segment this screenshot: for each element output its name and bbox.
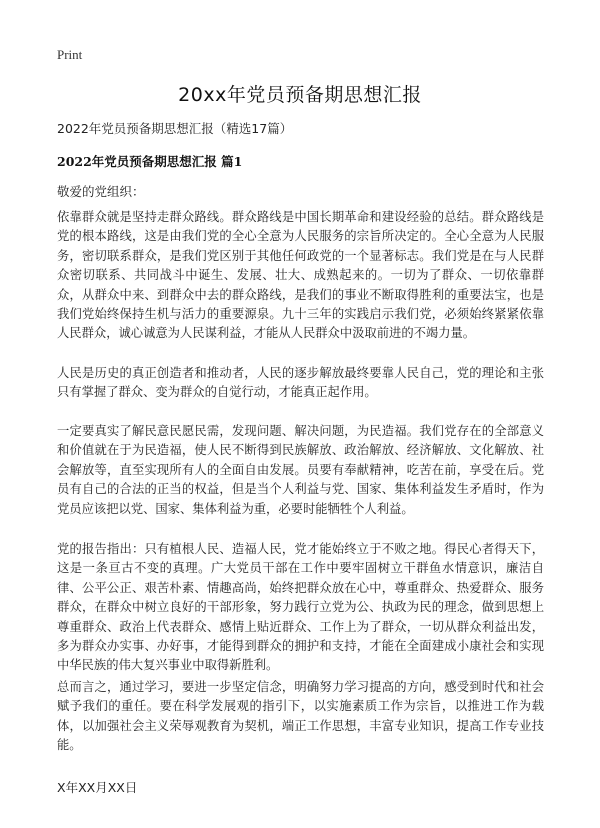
- body-paragraph-5: 总而言之，通过学习，要进一步坚定信念，明确努力学习提高的方向，感受到时代和社会赋予我们的重任。要在科学发展观的指引下，以实施素质工作为宗旨，以推进工作为载体，以加强社会主义荣辱观教育为契机，端正工作思想，丰富专业知识，提高工作专业技能。: [57, 680, 544, 753]
- body-paragraph-1: 依靠群众就是坚持走群众路线。群众路线是中国长期革命和建设经验的总结。群众路线是党的根本路线，这是由我们党的全心全意为人民服务的宗旨所决定的。全心全意为人民服务，密切联系群众，是我们党区别于其他任何政党的一个显著标志。我们党是在与人民群众密切联系、共同战斗中诞生、发展、壮大、成熟起来的。一切为了群众、一切依靠群众，从群众中来、到群众中去的群众路线，是我们的事业不断取得胜利的重要法宝，也是我们党始终保持生机与活力的重要源泉。九十三年的实践启示我们党，必须始终紧紧依靠人民群众，诚心诚意为人民谋利益，才能从人民群众中汲取前进的不竭力量。: [57, 210, 544, 341]
- body-paragraph-4: 党的报告指出：只有植根人民、造福人民，党才能始终立于不败之地。得民心者得天下，这是一条亘古不变的真理。广大党员干部在工作中要牢固树立干群鱼水情意识，廉洁自律、公平公正、艰苦朴素、情趣高尚，始终把群众放在心中，尊重群众、热爱群众、服务群众，在群众中树立良好的干部形象，努力践行立党为公、执政为民的理念，做到思想上尊重群众、政治上代表群众、感情上贴近群众、工作上为了群众，一切从群众利益出发，多为群众办实事、办好事，才能得到群众的拥护和支持，才能在全面建成小康社会和实现中华民族的伟大复兴事业中取得新胜利。: [57, 542, 544, 673]
- body-paragraph-2: 人民是历史的真正创造者和推动者，人民的逐步解放最终要靠人民自己，党的理论和主张只有掌握了群众、变为群众的自觉行动，才能真正起作用。: [57, 366, 544, 400]
- document-subtitle: 2022年党员预备期思想汇报（精选17篇）: [57, 121, 293, 136]
- page-title: 20xx年党员预备期思想汇报: [178, 84, 422, 106]
- print-link[interactable]: Print: [57, 47, 83, 62]
- date-line: X年XX月XX日: [57, 780, 138, 795]
- body-paragraph-3: 一定要真实了解民意民愿民需，发现问题、解决问题，为民造福。我们党存在的全部意义和价值就在于为民造福，使人民不断得到民族解放、政治解放、经济解放、文化解放、社会解放等，直至实现所有人的全面自由发展。员要有奉献精神，吃苦在前，享受在后。党员有自己的合法的正当的权益，但是当个人利益与党、国家、集体利益发生矛盾时，作为党员应该把以党、国家、集体利益为重，必要时能牺牲个人利益。: [57, 424, 544, 516]
- section-heading: 2022年党员预备期思想汇报 篇1: [57, 154, 243, 169]
- greeting-line: 敬爱的党组织：: [57, 184, 145, 199]
